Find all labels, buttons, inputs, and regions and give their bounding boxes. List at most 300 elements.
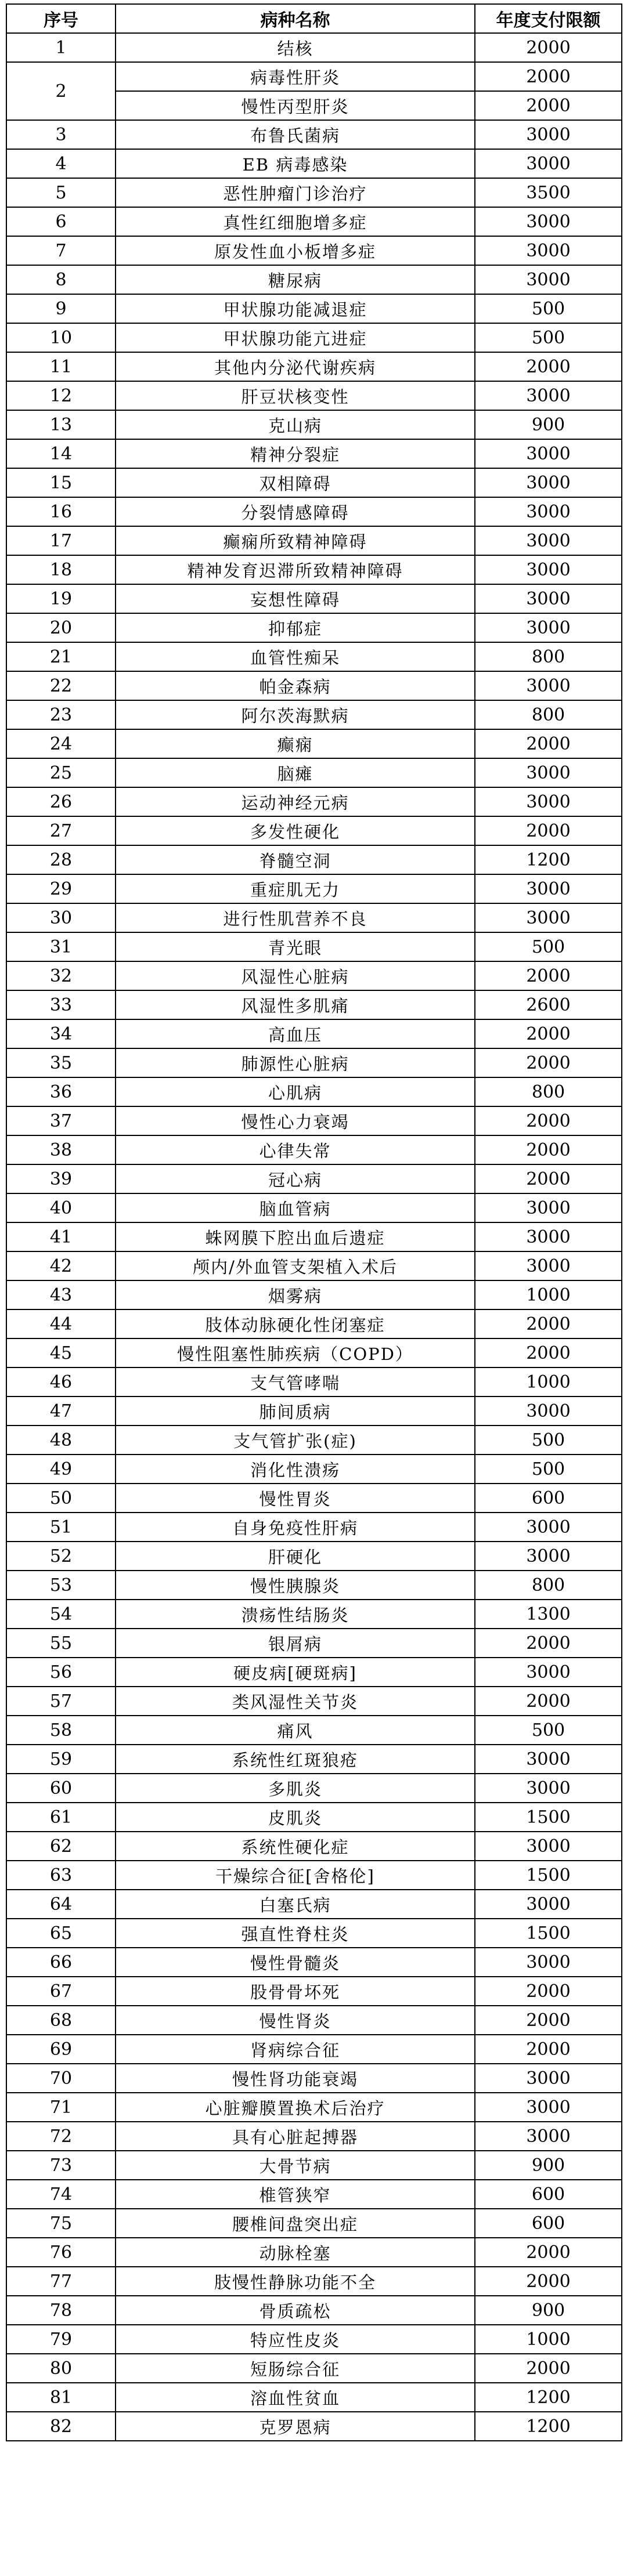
disease-name-cell: 精神分裂症 [116, 439, 475, 468]
disease-name-cell: 原发性血小板增多症 [116, 236, 475, 265]
table-row [6, 1426, 622, 1455]
table-row [6, 2209, 622, 2238]
table-row [6, 671, 622, 700]
serial-number-cell: 19 [6, 584, 116, 613]
serial-number-cell: 15 [6, 468, 116, 497]
table-row [6, 613, 622, 642]
table-row [6, 2354, 622, 2383]
annual-limit-cell: 900 [475, 410, 622, 439]
serial-number-cell: 81 [6, 2383, 116, 2412]
disease-name-cell: 慢性心力衰竭 [116, 1106, 475, 1135]
annual-limit-cell: 3000 [475, 584, 622, 613]
serial-number-cell: 47 [6, 1396, 116, 1426]
annual-limit-cell: 3000 [475, 1396, 622, 1426]
annual-limit-cell: 3000 [475, 613, 622, 642]
annual-limit-cell: 3000 [475, 468, 622, 497]
annual-limit-cell: 2000 [475, 1629, 622, 1658]
serial-number-cell: 35 [6, 1048, 116, 1077]
table-row [6, 1019, 622, 1048]
table-row [6, 410, 622, 439]
annual-limit-cell: 3000 [475, 1832, 622, 1861]
annual-limit-cell: 500 [475, 294, 622, 323]
serial-number-cell: 38 [6, 1135, 116, 1164]
serial-number-cell: 55 [6, 1629, 116, 1658]
annual-limit-cell: 500 [475, 1716, 622, 1745]
annual-limit-cell: 1000 [475, 2325, 622, 2354]
serial-number-cell: 21 [6, 642, 116, 671]
disease-name-cell: 慢性肾炎 [116, 2006, 475, 2035]
disease-name-cell: 克罗恩病 [116, 2412, 475, 2441]
serial-number-cell: 41 [6, 1222, 116, 1251]
serial-number-cell: 65 [6, 1919, 116, 1948]
disease-name-cell: 腰椎间盘突出症 [116, 2209, 475, 2238]
table-row [6, 729, 622, 758]
serial-number-cell: 61 [6, 1803, 116, 1832]
disease-name-cell: 支气管扩张(症) [116, 1426, 475, 1455]
annual-limit-cell: 1000 [475, 1367, 622, 1396]
serial-number-cell: 74 [6, 2180, 116, 2209]
serial-number-cell: 6 [6, 207, 116, 236]
disease-name-cell: 慢性胰腺炎 [116, 1571, 475, 1600]
serial-number-cell: 5 [6, 178, 116, 207]
annual-limit-cell: 600 [475, 2209, 622, 2238]
table-row [6, 1484, 622, 1513]
annual-limit-cell: 3000 [475, 236, 622, 265]
serial-number-cell: 17 [6, 526, 116, 555]
annual-limit-cell: 2000 [475, 1135, 622, 1164]
disease-name-cell: 冠心病 [116, 1164, 475, 1193]
disease-limit-table [6, 3, 622, 2441]
annual-limit-cell: 3000 [475, 1658, 622, 1687]
table-row [6, 874, 622, 903]
annual-limit-cell: 3000 [475, 2093, 622, 2122]
table-row [6, 178, 622, 207]
annual-limit-cell: 3000 [475, 2122, 622, 2151]
header-serial-number: 序号 [6, 4, 116, 33]
serial-number-cell: 76 [6, 2238, 116, 2267]
annual-limit-cell: 3000 [475, 149, 622, 178]
table-row [6, 2267, 622, 2296]
serial-number-cell: 25 [6, 758, 116, 787]
disease-name-cell: 慢性肾功能衰竭 [116, 2064, 475, 2093]
annual-limit-cell: 800 [475, 700, 622, 729]
annual-limit-cell: 3000 [475, 758, 622, 787]
disease-name-cell: 抑郁症 [116, 613, 475, 642]
serial-number-cell: 48 [6, 1426, 116, 1455]
serial-number-cell: 82 [6, 2412, 116, 2441]
disease-name-cell: 肝豆状核变性 [116, 381, 475, 410]
disease-name-cell: 其他内分泌代谢疾病 [116, 352, 475, 381]
table-row [6, 294, 622, 323]
table-row [6, 468, 622, 497]
serial-number-cell: 79 [6, 2325, 116, 2354]
table-row [6, 2238, 622, 2267]
annual-limit-cell: 500 [475, 1426, 622, 1455]
disease-name-cell: 硬皮病[硬斑病] [116, 1658, 475, 1687]
table-row [6, 1977, 622, 2006]
disease-name-cell: 具有心脏起搏器 [116, 2122, 475, 2151]
disease-name-cell: 大骨节病 [116, 2151, 475, 2180]
disease-name-cell: 甲状腺功能减退症 [116, 294, 475, 323]
annual-limit-cell: 500 [475, 323, 622, 352]
table-row [6, 2151, 622, 2180]
serial-number-cell: 75 [6, 2209, 116, 2238]
disease-name-cell: 系统性红斑狼疮 [116, 1745, 475, 1774]
serial-number-cell: 20 [6, 613, 116, 642]
annual-limit-cell: 3000 [475, 1890, 622, 1919]
annual-limit-cell: 3000 [475, 874, 622, 903]
table-row [6, 1600, 622, 1629]
disease-name-cell: 妄想性障碍 [116, 584, 475, 613]
table-row [6, 1077, 622, 1106]
table-row [6, 816, 622, 845]
table-row [6, 2093, 622, 2122]
table-row [6, 2122, 622, 2151]
disease-name-cell: 慢性胃炎 [116, 1484, 475, 1513]
table-row [6, 1106, 622, 1135]
table-row [6, 526, 622, 555]
disease-name-cell: 蛛网膜下腔出血后遗症 [116, 1222, 475, 1251]
disease-name-cell: 慢性丙型肝炎 [116, 91, 475, 120]
table-row [6, 1716, 622, 1745]
annual-limit-cell: 3000 [475, 2064, 622, 2093]
disease-name-cell: 脑瘫 [116, 758, 475, 787]
disease-name-cell: 溶血性贫血 [116, 2383, 475, 2412]
table-row [6, 439, 622, 468]
annual-limit-cell: 2000 [475, 2006, 622, 2035]
serial-number-cell: 43 [6, 1280, 116, 1309]
serial-number-cell: 22 [6, 671, 116, 700]
disease-name-cell: 双相障碍 [116, 468, 475, 497]
serial-number-cell: 42 [6, 1251, 116, 1280]
serial-number-cell: 10 [6, 323, 116, 352]
disease-name-cell: 慢性骨髓炎 [116, 1948, 475, 1977]
disease-name-cell: 克山病 [116, 410, 475, 439]
serial-number-cell: 72 [6, 2122, 116, 2151]
serial-number-cell: 26 [6, 787, 116, 816]
table-row [6, 1280, 622, 1309]
annual-limit-cell: 2000 [475, 729, 622, 758]
serial-number-cell: 70 [6, 2064, 116, 2093]
serial-number-cell: 78 [6, 2296, 116, 2325]
serial-number-cell: 8 [6, 265, 116, 294]
table-row [6, 120, 622, 149]
disease-name-cell: 布鲁氏菌病 [116, 120, 475, 149]
annual-limit-cell: 500 [475, 1455, 622, 1484]
annual-limit-cell: 3000 [475, 1774, 622, 1803]
disease-name-cell: 阿尔茨海默病 [116, 700, 475, 729]
annual-limit-cell: 2000 [475, 2035, 622, 2064]
disease-name-cell: 分裂情感障碍 [116, 497, 475, 526]
disease-name-cell: 椎管狭窄 [116, 2180, 475, 2209]
table-row [6, 1687, 622, 1716]
disease-name-cell: 心肌病 [116, 1077, 475, 1106]
serial-number-cell: 39 [6, 1164, 116, 1193]
annual-limit-cell: 900 [475, 2296, 622, 2325]
annual-limit-cell: 3000 [475, 671, 622, 700]
table-row [6, 1948, 622, 1977]
annual-limit-cell: 3000 [475, 903, 622, 932]
annual-limit-cell: 1500 [475, 1861, 622, 1890]
serial-number-cell: 3 [6, 120, 116, 149]
disease-name-cell: 动脉栓塞 [116, 2238, 475, 2267]
table-row [6, 1658, 622, 1687]
table-row [6, 1803, 622, 1832]
table-row [6, 787, 622, 816]
table-row [6, 1861, 622, 1890]
table-row [6, 1919, 622, 1948]
table-row [6, 2296, 622, 2325]
disease-name-cell: 多发性硬化 [116, 816, 475, 845]
annual-limit-cell: 2000 [475, 1687, 622, 1716]
serial-number-cell: 45 [6, 1338, 116, 1367]
table-row [6, 1571, 622, 1600]
table-row [6, 1745, 622, 1774]
serial-number-cell: 32 [6, 961, 116, 990]
serial-number-cell: 18 [6, 555, 116, 584]
annual-limit-cell: 2000 [475, 62, 622, 91]
serial-number-cell: 69 [6, 2035, 116, 2064]
serial-number-cell: 2 [6, 62, 116, 120]
disease-name-cell: 心律失常 [116, 1135, 475, 1164]
annual-limit-cell: 3000 [475, 207, 622, 236]
annual-limit-cell: 600 [475, 1484, 622, 1513]
table-row [6, 1832, 622, 1861]
disease-name-cell: 脊髓空洞 [116, 845, 475, 874]
serial-number-cell: 13 [6, 410, 116, 439]
disease-name-cell: 颅内/外血管支架植入术后 [116, 1251, 475, 1280]
disease-name-cell: 白塞氏病 [116, 1890, 475, 1919]
table-row [6, 1338, 622, 1367]
disease-name-cell: 病毒性肝炎 [116, 62, 475, 91]
annual-limit-cell: 3000 [475, 1948, 622, 1977]
table-row [6, 1309, 622, 1338]
serial-number-cell: 34 [6, 1019, 116, 1048]
annual-limit-cell: 2000 [475, 2354, 622, 2383]
annual-limit-cell: 2000 [475, 2238, 622, 2267]
table-row [6, 1135, 622, 1164]
annual-limit-cell: 3000 [475, 1745, 622, 1774]
table-row [6, 1890, 622, 1919]
disease-name-cell: EB 病毒感染 [116, 149, 475, 178]
annual-limit-cell: 3000 [475, 120, 622, 149]
table-row [6, 2325, 622, 2354]
annual-limit-cell: 3000 [475, 1193, 622, 1222]
disease-name-cell: 脑血管病 [116, 1193, 475, 1222]
annual-limit-cell: 2000 [475, 1977, 622, 2006]
header-disease-name: 病种名称 [116, 4, 475, 33]
disease-name-cell: 风湿性多肌痛 [116, 990, 475, 1019]
serial-number-cell: 16 [6, 497, 116, 526]
annual-limit-cell: 800 [475, 1571, 622, 1600]
disease-name-cell: 股骨骨坏死 [116, 1977, 475, 2006]
table-row [6, 323, 622, 352]
annual-limit-cell: 1200 [475, 2412, 622, 2441]
table-row [6, 642, 622, 671]
disease-name-cell: 肢慢性静脉功能不全 [116, 2267, 475, 2296]
disease-name-cell: 痛风 [116, 1716, 475, 1745]
annual-limit-cell: 2000 [475, 1048, 622, 1077]
table-row [6, 932, 622, 961]
annual-limit-cell: 600 [475, 2180, 622, 2209]
annual-limit-cell: 2000 [475, 1019, 622, 1048]
table-row [6, 1048, 622, 1077]
serial-number-cell: 36 [6, 1077, 116, 1106]
disease-name-cell: 精神发育迟滞所致精神障碍 [116, 555, 475, 584]
disease-name-cell: 烟雾病 [116, 1280, 475, 1309]
annual-limit-cell: 3000 [475, 1513, 622, 1542]
annual-limit-cell: 1200 [475, 845, 622, 874]
disease-name-cell: 运动神经元病 [116, 787, 475, 816]
serial-number-cell: 37 [6, 1106, 116, 1135]
disease-name-cell: 癫痫所致精神障碍 [116, 526, 475, 555]
serial-number-cell: 71 [6, 2093, 116, 2122]
disease-name-cell: 强直性脊柱炎 [116, 1919, 475, 1948]
disease-name-cell: 肝硬化 [116, 1542, 475, 1571]
annual-limit-cell: 2000 [475, 1338, 622, 1367]
disease-name-cell: 糖尿病 [116, 265, 475, 294]
serial-number-cell: 12 [6, 381, 116, 410]
table-row [6, 2383, 622, 2412]
serial-number-cell: 44 [6, 1309, 116, 1338]
table-row [6, 1164, 622, 1193]
serial-number-cell: 27 [6, 816, 116, 845]
table-row [6, 1396, 622, 1426]
table-row [6, 149, 622, 178]
disease-name-cell: 特应性皮炎 [116, 2325, 475, 2354]
serial-number-cell: 62 [6, 1832, 116, 1861]
annual-limit-cell: 3000 [475, 439, 622, 468]
table-row [6, 62, 622, 91]
table-row [6, 700, 622, 729]
disease-name-cell: 短肠综合征 [116, 2354, 475, 2383]
serial-number-cell: 4 [6, 149, 116, 178]
disease-name-cell: 青光眼 [116, 932, 475, 961]
table-row [6, 990, 622, 1019]
disease-name-cell: 肺间质病 [116, 1396, 475, 1426]
serial-number-cell: 53 [6, 1571, 116, 1600]
table-row [6, 33, 622, 62]
serial-number-cell: 33 [6, 990, 116, 1019]
table-body [6, 33, 622, 2441]
table-row [6, 2006, 622, 2035]
annual-limit-cell: 1200 [475, 2383, 622, 2412]
table-row [6, 1222, 622, 1251]
serial-number-cell: 56 [6, 1658, 116, 1687]
disease-name-cell: 血管性痴呆 [116, 642, 475, 671]
serial-number-cell: 9 [6, 294, 116, 323]
serial-number-cell: 24 [6, 729, 116, 758]
table-row [6, 903, 622, 932]
annual-limit-cell: 3000 [475, 526, 622, 555]
disease-name-cell: 骨质疏松 [116, 2296, 475, 2325]
disease-name-cell: 慢性阻塞性肺疾病（COPD） [116, 1338, 475, 1367]
serial-number-cell: 52 [6, 1542, 116, 1571]
annual-limit-cell: 800 [475, 642, 622, 671]
disease-name-cell: 系统性硬化症 [116, 1832, 475, 1861]
serial-number-cell: 57 [6, 1687, 116, 1716]
disease-name-cell: 甲状腺功能亢进症 [116, 323, 475, 352]
serial-number-cell: 14 [6, 439, 116, 468]
serial-number-cell: 50 [6, 1484, 116, 1513]
disease-name-cell: 类风湿性关节炎 [116, 1687, 475, 1716]
annual-limit-cell: 3000 [475, 1251, 622, 1280]
serial-number-cell: 80 [6, 2354, 116, 2383]
annual-limit-cell: 800 [475, 1077, 622, 1106]
disease-name-cell: 皮肌炎 [116, 1803, 475, 1832]
serial-number-cell: 73 [6, 2151, 116, 2180]
table-row [6, 2035, 622, 2064]
serial-number-cell: 66 [6, 1948, 116, 1977]
table-row [6, 758, 622, 787]
table-row [6, 265, 622, 294]
serial-number-cell: 49 [6, 1455, 116, 1484]
serial-number-cell: 40 [6, 1193, 116, 1222]
serial-number-cell: 30 [6, 903, 116, 932]
disease-name-cell: 帕金森病 [116, 671, 475, 700]
serial-number-cell: 29 [6, 874, 116, 903]
serial-number-cell: 51 [6, 1513, 116, 1542]
table-row [6, 2064, 622, 2093]
table-row [6, 236, 622, 265]
serial-number-cell: 1 [6, 33, 116, 62]
disease-name-cell: 高血压 [116, 1019, 475, 1048]
disease-name-cell: 溃疡性结肠炎 [116, 1600, 475, 1629]
annual-limit-cell: 1300 [475, 1600, 622, 1629]
annual-limit-cell: 2000 [475, 352, 622, 381]
disease-name-cell: 支气管哮喘 [116, 1367, 475, 1396]
annual-limit-cell: 3000 [475, 497, 622, 526]
table-row [6, 1193, 622, 1222]
annual-limit-cell: 3500 [475, 178, 622, 207]
serial-number-cell: 59 [6, 1745, 116, 1774]
table-row [6, 497, 622, 526]
serial-number-cell: 46 [6, 1367, 116, 1396]
table-row [6, 584, 622, 613]
disease-name-cell: 心脏瓣膜置换术后治疗 [116, 2093, 475, 2122]
annual-limit-cell: 3000 [475, 555, 622, 584]
annual-limit-cell: 1500 [475, 1803, 622, 1832]
serial-number-cell: 23 [6, 700, 116, 729]
disease-name-cell: 干燥综合征[舍格伦] [116, 1861, 475, 1890]
header-annual-limit: 年度支付限额 [475, 4, 622, 33]
disease-name-cell: 肺源性心脏病 [116, 1048, 475, 1077]
annual-limit-cell: 1000 [475, 1280, 622, 1309]
table-row [6, 207, 622, 236]
disease-name-cell: 重症肌无力 [116, 874, 475, 903]
annual-limit-cell: 2000 [475, 816, 622, 845]
table-row [6, 1513, 622, 1542]
disease-name-cell: 银屑病 [116, 1629, 475, 1658]
serial-number-cell: 63 [6, 1861, 116, 1890]
disease-name-cell: 肢体动脉硬化性闭塞症 [116, 1309, 475, 1338]
annual-limit-cell: 3000 [475, 265, 622, 294]
annual-limit-cell: 500 [475, 932, 622, 961]
annual-limit-cell: 3000 [475, 787, 622, 816]
table-row [6, 352, 622, 381]
table-row [6, 1629, 622, 1658]
disease-name-cell: 肾病综合征 [116, 2035, 475, 2064]
annual-limit-cell: 2000 [475, 1164, 622, 1193]
annual-limit-cell: 2000 [475, 91, 622, 120]
serial-number-cell: 64 [6, 1890, 116, 1919]
serial-number-cell: 11 [6, 352, 116, 381]
disease-name-cell: 进行性肌营养不良 [116, 903, 475, 932]
disease-name-cell: 风湿性心脏病 [116, 961, 475, 990]
annual-limit-cell: 2600 [475, 990, 622, 1019]
table-header-row [6, 4, 622, 33]
table-row [6, 2180, 622, 2209]
